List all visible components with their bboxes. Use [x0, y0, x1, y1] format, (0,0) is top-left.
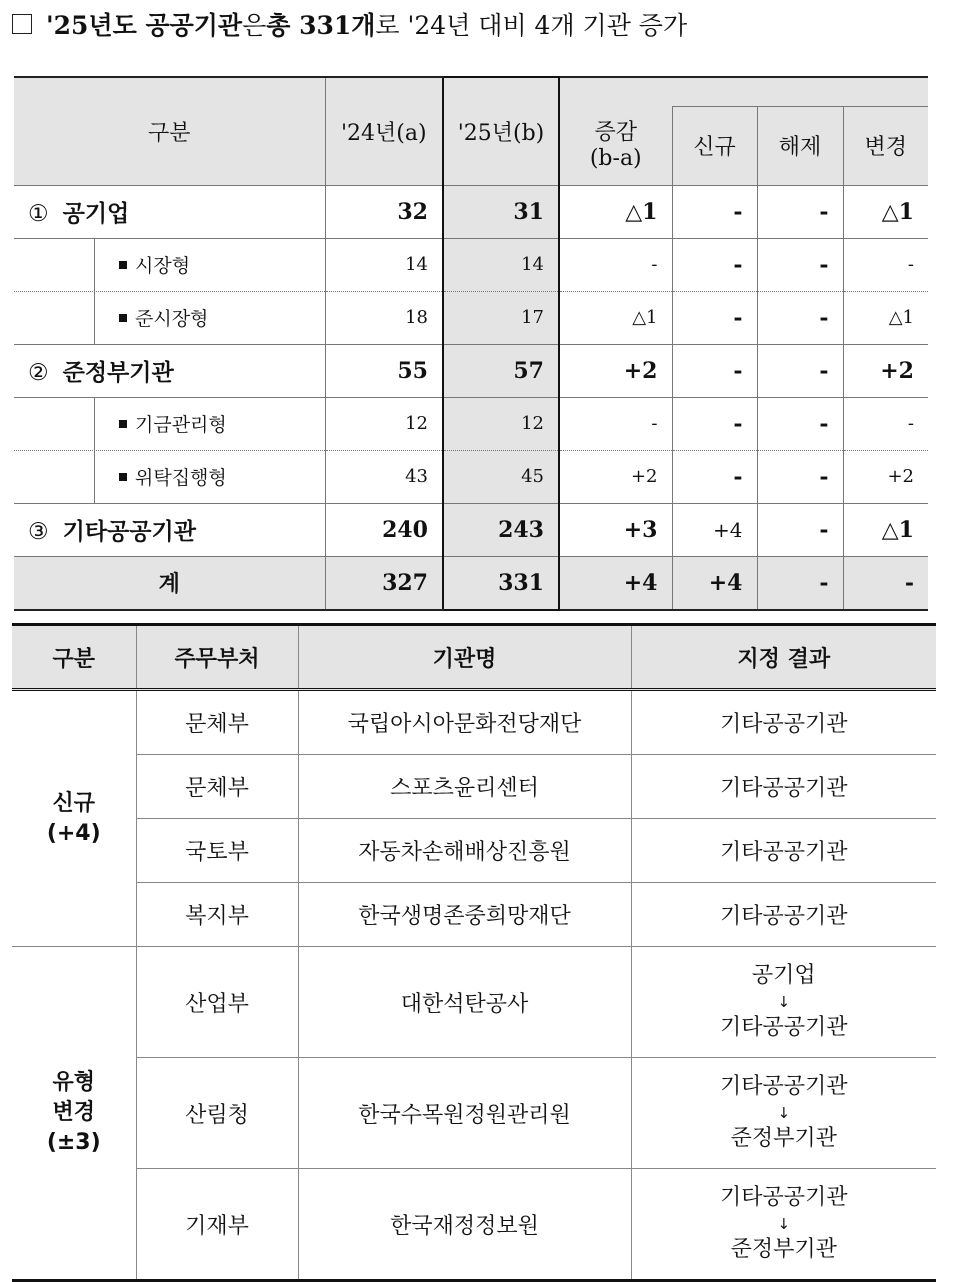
cell-ministry: 복지부	[136, 883, 298, 947]
cell-2025: 243	[443, 503, 559, 556]
section-heading	[12, 8, 687, 40]
cell-removed: -	[757, 185, 843, 238]
heading-part-3: 총 331개	[266, 11, 376, 40]
cell-changed: -	[843, 238, 928, 291]
header-2025: '25년(b)	[443, 77, 559, 185]
row-label: 시장형	[135, 255, 191, 277]
row-label: 공기업	[62, 200, 130, 227]
cell-ministry: 산업부	[136, 947, 298, 1058]
cell-change: +2	[559, 450, 672, 503]
table-row	[14, 397, 928, 450]
cell-result: 기타공공기관	[631, 883, 936, 947]
cell-new: -	[672, 344, 757, 397]
table-row	[12, 1058, 936, 1169]
total-label: 계	[14, 556, 325, 610]
table-row	[14, 450, 928, 503]
cell-result: 기타공공기관	[631, 819, 936, 883]
cell-name: 한국수목원정원관리원	[298, 1058, 631, 1169]
cell-result: 기타공공기관	[631, 755, 936, 819]
row-category	[14, 185, 325, 238]
cell-changed: +2	[843, 450, 928, 503]
row-category	[14, 344, 325, 397]
header-name: 기관명	[298, 625, 631, 690]
group-change-label-1: 유형	[52, 1070, 95, 1095]
cell-removed: -	[757, 344, 843, 397]
header-removed: 해제	[757, 107, 843, 186]
table-row	[14, 291, 928, 344]
cell-removed: -	[757, 556, 843, 610]
result-from: 공기업	[751, 963, 816, 988]
cell-removed: -	[757, 450, 843, 503]
cell-change: +3	[559, 503, 672, 556]
group-new	[12, 690, 136, 947]
table-row	[12, 883, 936, 947]
group-change	[12, 947, 136, 1281]
table-row	[12, 690, 936, 755]
designation-detail-table	[12, 623, 936, 1282]
row-category	[14, 450, 325, 503]
cell-change: +4	[559, 556, 672, 610]
cell-removed: -	[757, 397, 843, 450]
header-new: 신규	[672, 107, 757, 186]
cell-changed: △1	[843, 291, 928, 344]
arrow-down-icon: ↓	[777, 1215, 791, 1233]
cell-2025: 14	[443, 238, 559, 291]
cell-2024: 55	[325, 344, 443, 397]
cell-change: △1	[559, 291, 672, 344]
row-number: ③	[28, 519, 49, 545]
cell-result	[631, 947, 936, 1058]
header-change	[559, 107, 672, 186]
cell-new: +4	[672, 556, 757, 610]
cell-new: -	[672, 291, 757, 344]
cell-2024: 32	[325, 185, 443, 238]
cell-new: -	[672, 450, 757, 503]
cell-name: 스포츠윤리센터	[298, 755, 631, 819]
row-label: 준시장형	[135, 308, 209, 330]
cell-2024: 18	[325, 291, 443, 344]
row-number: ①	[28, 201, 49, 227]
cell-removed: -	[757, 238, 843, 291]
bullet-square-icon	[119, 261, 127, 269]
cell-new: -	[672, 397, 757, 450]
row-number: ②	[28, 360, 49, 386]
cell-2024: 12	[325, 397, 443, 450]
header-spacer	[559, 77, 928, 107]
cell-ministry: 기재부	[136, 1169, 298, 1281]
table-row	[14, 503, 928, 556]
table-row	[14, 344, 928, 397]
result-from: 기타공공기관	[719, 1185, 848, 1210]
header-category: 구분	[14, 77, 325, 185]
row-label: 기금관리형	[135, 414, 227, 436]
cell-name: 국립아시아문화전당재단	[298, 690, 631, 755]
cell-2024: 240	[325, 503, 443, 556]
cell-2024: 327	[325, 556, 443, 610]
cell-change: -	[559, 397, 672, 450]
row-label: 기타공공기관	[62, 518, 196, 545]
cell-name: 자동차손해배상진흥원	[298, 819, 631, 883]
cell-result	[631, 1058, 936, 1169]
result-to: 준정부기관	[730, 1126, 837, 1151]
cell-2025: 57	[443, 344, 559, 397]
header-changed: 변경	[843, 107, 928, 186]
cell-changed: △1	[843, 503, 928, 556]
header-category: 구분	[12, 625, 136, 690]
cell-changed: △1	[843, 185, 928, 238]
bullet-square-icon	[119, 314, 127, 322]
row-category	[14, 397, 325, 450]
total-row	[14, 556, 928, 610]
cell-removed: -	[757, 503, 843, 556]
cell-change: +2	[559, 344, 672, 397]
cell-ministry: 산림청	[136, 1058, 298, 1169]
cell-new: -	[672, 185, 757, 238]
cell-removed: -	[757, 291, 843, 344]
cell-2024: 14	[325, 238, 443, 291]
arrow-down-icon: ↓	[777, 1104, 791, 1122]
cell-name: 대한석탄공사	[298, 947, 631, 1058]
cell-2025: 12	[443, 397, 559, 450]
row-label: 위탁집행형	[135, 467, 227, 489]
arrow-down-icon: ↓	[777, 993, 791, 1011]
table-row	[12, 1169, 936, 1281]
cell-ministry: 국토부	[136, 819, 298, 883]
row-category	[14, 503, 325, 556]
institution-count-table	[14, 76, 928, 611]
cell-2024: 43	[325, 450, 443, 503]
header-change-sub: (b-a)	[589, 145, 642, 171]
result-to: 준정부기관	[730, 1237, 837, 1262]
cell-changed: +2	[843, 344, 928, 397]
header-2024: '24년(a)	[325, 77, 443, 185]
cell-new: +4	[672, 503, 757, 556]
cell-2025: 17	[443, 291, 559, 344]
row-category	[14, 238, 325, 291]
cell-ministry: 문체부	[136, 690, 298, 755]
cell-2025: 331	[443, 556, 559, 610]
header-result: 지정 결과	[631, 625, 936, 690]
cell-change: △1	[559, 185, 672, 238]
cell-2025: 31	[443, 185, 559, 238]
table-row	[12, 819, 936, 883]
cell-change: -	[559, 238, 672, 291]
table-row	[12, 947, 936, 1058]
group-new-count: (+4)	[46, 820, 101, 846]
bullet-square-icon	[119, 420, 127, 428]
cell-name: 한국생명존중희망재단	[298, 883, 631, 947]
cell-result	[631, 1169, 936, 1281]
table-row	[14, 185, 928, 238]
checkbox-square-icon	[12, 14, 32, 34]
cell-changed: -	[843, 397, 928, 450]
group-change-label-2: 변경	[52, 1100, 95, 1125]
cell-name: 한국재정정보원	[298, 1169, 631, 1281]
row-label: 준정부기관	[62, 359, 174, 386]
group-new-label: 신규	[52, 790, 95, 816]
header-ministry: 주무부처	[136, 625, 298, 690]
table-row	[14, 238, 928, 291]
group-change-count: (±3)	[46, 1130, 101, 1155]
result-from: 기타공공기관	[719, 1074, 848, 1099]
header-change-label: 증감	[594, 119, 637, 145]
bullet-square-icon	[119, 473, 127, 481]
cell-2025: 45	[443, 450, 559, 503]
cell-changed: -	[843, 556, 928, 610]
result-to: 기타공공기관	[719, 1015, 848, 1040]
row-category	[14, 291, 325, 344]
table-row	[12, 755, 936, 819]
cell-result: 기타공공기관	[631, 690, 936, 755]
heading-part-2: 은	[242, 11, 267, 40]
heading-part-1: '25년도 공공기관	[46, 11, 243, 40]
cell-ministry: 문체부	[136, 755, 298, 819]
cell-new: -	[672, 238, 757, 291]
heading-part-4: 로 '24년 대비 4개 기관 증가	[375, 11, 688, 40]
